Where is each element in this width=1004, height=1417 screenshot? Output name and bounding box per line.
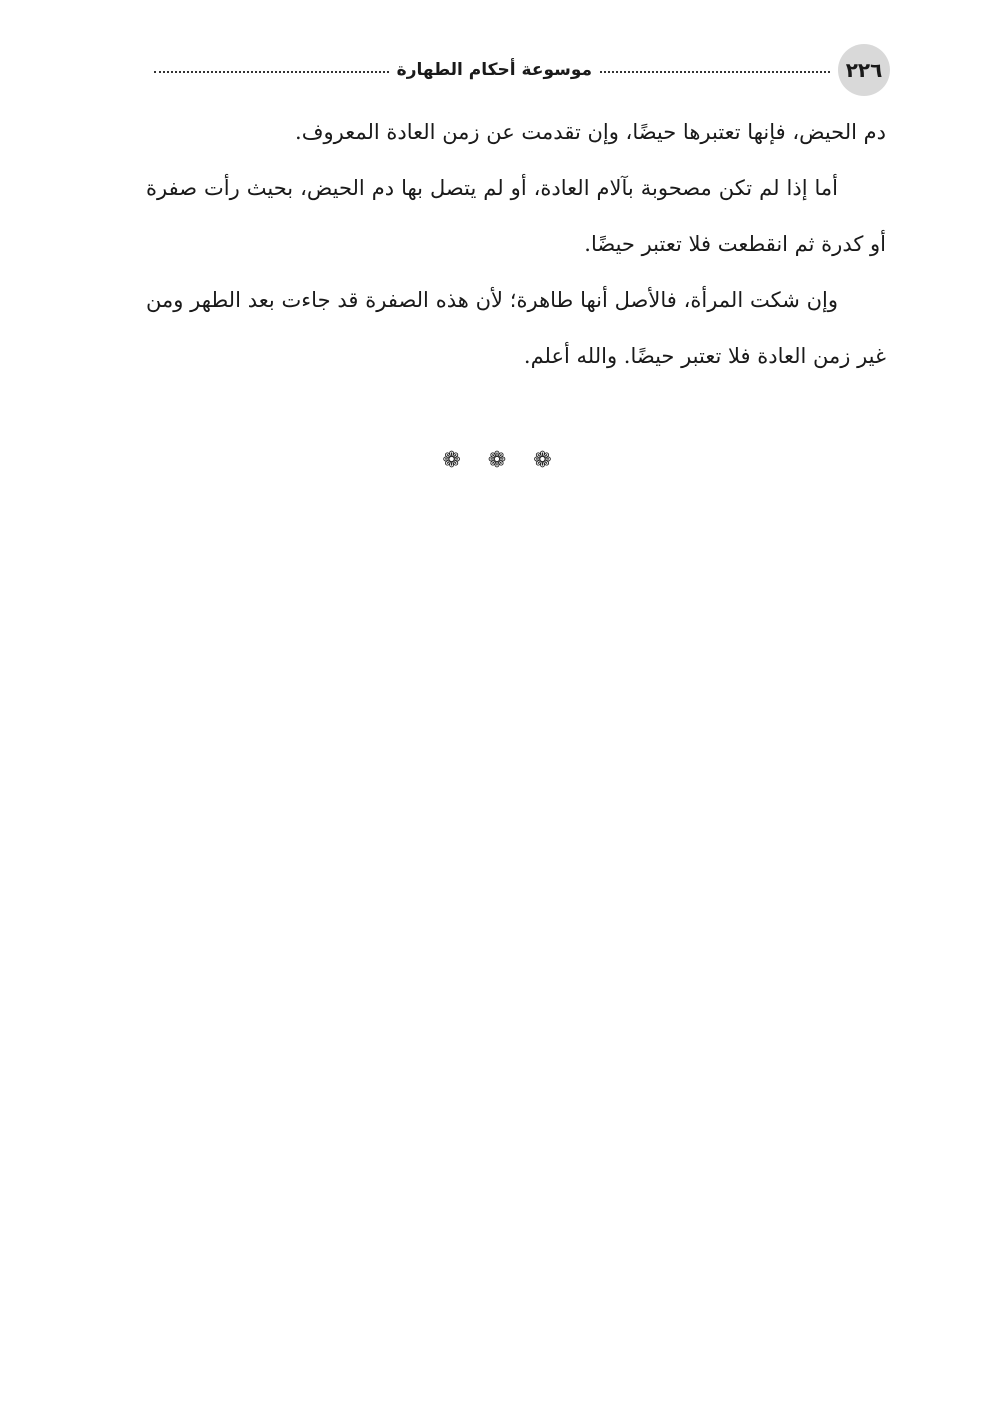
- body-text: [146, 104, 886, 384]
- book-title: موسوعة أحكام الطهارة: [396, 60, 592, 80]
- paragraph: أما إذا لم تكن مصحوبة بآلام العادة، أو لم يتصل بها دم الحيض، بحيث رأت صفرة أو كدرة ثم انقطعت فلا تعتبر حيضًا.: [146, 176, 886, 256]
- header-dotted-leader-right: [600, 71, 830, 73]
- header-dotted-leader-left: [154, 71, 389, 73]
- section-separator-ornament: ❁ ❁ ❁: [442, 448, 562, 473]
- paragraph: وإن شكت المرأة، فالأصل أنها طاهرة؛ لأن هذه الصفرة قد جاءت بعد الطهر ومن غير زمن العادة فلا تعتبر حيضًا. والله أعلم.: [146, 288, 886, 368]
- paragraph-continuation: دم الحيض، فإنها تعتبرها حيضًا، وإن تقدمت عن زمن العادة المعروف.: [295, 120, 886, 144]
- running-header: [146, 44, 890, 96]
- page-number-badge: ٢٢٦: [838, 44, 890, 96]
